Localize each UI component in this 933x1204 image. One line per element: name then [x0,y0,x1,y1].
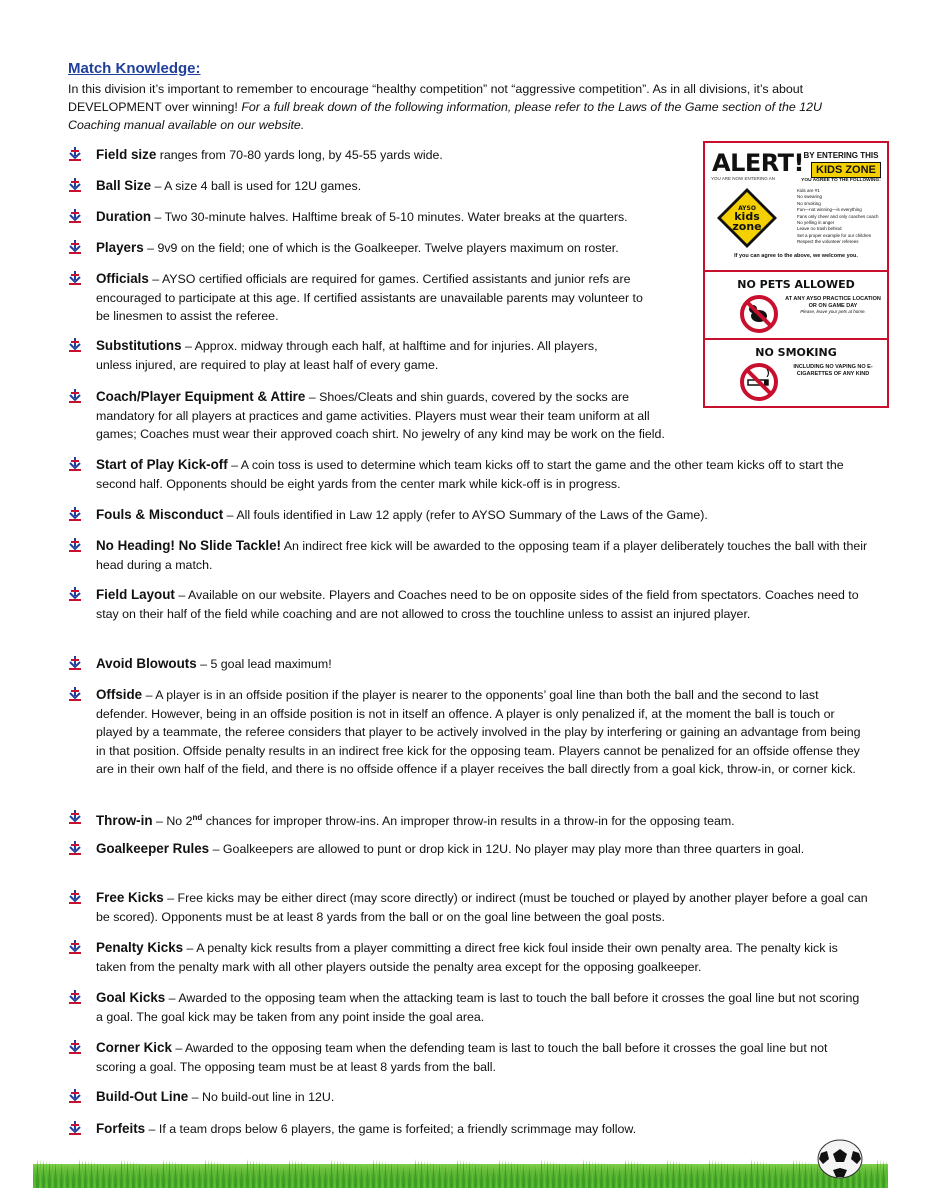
rule-separator: – [145,1122,159,1136]
arrow-bullet-icon [68,209,82,223]
rule-description: Approx. midway through each half, at halftime and for injuries. All players, unless injured, are required to play at least half of every game. [96,339,598,372]
arrow-bullet-icon [68,389,82,403]
rule-text [96,686,868,779]
arrow-bullet-icon [68,240,82,254]
arrow-bullet-icon [68,940,82,954]
kids-zone-label: KIDS ZONE [811,162,881,178]
rule-superscript: nd [192,813,203,822]
alert-rule-line: Respect the volunteer referees [797,239,859,245]
rule-separator: – [181,339,195,353]
rule-term: Substitutions [96,338,182,353]
rule-description: Free kicks may be either direct (may score directly) or indirect (must be touched or played by another player before a goal can be scored). Opponents must be at least 8 yards from the ball or on the goal line between the goal posts. [96,891,868,924]
alert-rule-line: Fans only cheer and only coaches coach [797,213,879,219]
grass-border-image [33,1150,888,1188]
alert-rules-list [797,188,885,246]
arrow-bullet-icon [68,810,82,824]
rule-term: Penalty Kicks [96,940,184,955]
no-pets-note-text: AT ANY AYSO PRACTICE LOCATION OR ON GAME DAY [785,296,881,309]
kids-zone-alert-sign [703,141,889,408]
rule-description: Two 30-minute halves. Halftime break of 5-10 minutes. Water breaks at the quarters. [164,210,628,224]
rule-term: Avoid Blowouts [96,656,197,671]
diamond-kids-text: kids [734,210,760,223]
rule-text [96,586,868,623]
arrow-bullet-icon [68,507,82,521]
intro-text: In this division it’s important to remember to encourage “healthy competition” not “aggressive competition”. As in all divisions, it’s about DEVELOPMENT over winning! [68,82,804,114]
rule-description: chances for improper throw-ins. An improper throw-in results in a throw-in for the opposing team. [202,814,735,829]
rule-text [96,809,868,831]
rule-term: Goal Kicks [96,990,166,1005]
no-pets-panel [705,272,887,340]
rule-separator: – [183,941,197,955]
no-pets-icon [739,294,779,334]
rule-separator: – [152,814,167,829]
rule-text [96,989,868,1026]
no-smoking-heading: NO SMOKING [755,346,837,359]
arrow-bullet-icon [68,587,82,601]
intro-paragraph [68,80,868,134]
rule-separator: – [223,508,237,522]
rule-term: Throw-in [96,813,153,829]
rule-description: If a team drops below 6 players, the game is forfeited; a friendly scrimmage may follow. [158,1122,637,1136]
no-smoking-panel [705,340,887,406]
rule-term: No Heading! No Slide Tackle! [96,538,282,553]
arrow-bullet-icon [68,457,82,471]
arrow-bullet-icon [68,890,82,904]
rule-term: Corner Kick [96,1040,172,1055]
rule-description: A player is in an offside position if the player is nearer to the opponents’ goal line than both the ball and the second to last defender. However, being in an offside position is not in itself an offence. A player is only penalized if, at the moment the ball is touch or played by a teammate, the referee considers that player to be actively involved in the play by interfering or gaining an advantage from being in that position. Offside penalty results in an indirect free kick for the opposing team. Players cannot be penalized for an offside offense they are in their own half of the field, and there is no offside offence if a player receives the ball directly from a goal kick, throw-in, or corner kick. [96,688,861,776]
arrow-bullet-icon [68,1121,82,1135]
agree-text: YOU AGREE TO THE FOLLOWING: [801,178,881,183]
arrow-bullet-icon [68,538,82,552]
alert-panel [705,143,887,272]
rule-term: Players [96,240,144,255]
alert-rule-line: Set a proper example for our children [797,232,872,238]
kids-zone-diamond-icon [715,186,779,250]
rule-term: Offside [96,687,143,702]
page-title: Match Knowledge: [68,60,201,77]
no-pets-note [785,296,881,316]
arrow-bullet-icon [68,178,82,192]
rule-term: Duration [96,209,152,224]
rule-separator: – [148,272,162,286]
rule-term: Start of Play Kick-off [96,457,228,472]
arrow-bullet-icon [68,990,82,1004]
rule-separator: – [174,588,188,602]
soccer-ball-icon [815,1137,865,1179]
rule-text [96,939,868,976]
rule-term: Coach/Player Equipment & Attire [96,389,306,404]
rule-description: A penalty kick results from a player committing a direct free kick foul inside their own penalty area. The penalty kick is taken from the penalty mark with all other players outside the penalty area except for the opposing goalkeeper. [96,941,838,974]
arrow-bullet-icon [68,1089,82,1103]
rule-separator: – [165,991,179,1005]
rule-term: Forfeits [96,1121,146,1136]
rule-separator: – [151,210,165,224]
arrow-bullet-icon [68,656,82,670]
rule-separator: – [227,458,241,472]
rule-term: Free Kicks [96,890,164,905]
rule-separator: – [143,241,158,255]
alert-rule-line: No yelling in anger [797,220,835,226]
rule-description: A coin toss is used to determine which team kicks off to start the game and the other team kicks off to start the second half. Opponents should be eight yards from the center mark while kick-off is in progress. [96,458,844,491]
rule-term: Build-Out Line [96,1089,189,1104]
rule-text [96,270,648,326]
arrow-bullet-icon [68,338,82,352]
rule-description: All fouls identified in Law 12 apply (refer to AYSO Summary of the Laws of the Game). [236,508,708,522]
rule-separator: – [142,688,156,702]
arrow-bullet-icon [68,841,82,855]
rule-text [96,655,868,674]
rule-description: Goalkeepers are allowed to punt or drop kick in 12U. No player may play more than three quarters in goal. [222,842,805,856]
rule-description: 5 goal lead maximum! [210,657,332,671]
rule-term: Officials [96,271,149,286]
rule-description: No 2 [166,814,193,829]
rule-description: No build-out line in 12U. [202,1090,335,1104]
arrow-bullet-icon [68,687,82,701]
arrow-bullet-icon [68,271,82,285]
now-entering-text: YOU ARE NOW ENTERING AN [711,176,776,181]
alert-rule-line: No smoking [797,200,821,206]
rule-term: Ball Size [96,178,152,193]
rule-separator: – [196,657,211,671]
diamond-zone-text: zone [732,220,762,233]
rule-separator: – [151,179,165,193]
rule-description: 9v9 on the field; one of which is the Goalkeeper. Twelve players maximum on roster. [157,241,619,255]
intro-italic-text: For a full break down of the following information, please refer to the Laws of the Game section of the 12U Coaching manual available on our website. [68,100,822,132]
rule-separator: – [305,390,320,404]
rule-term: Fouls & Misconduct [96,507,224,522]
welcome-text: If you can agree to the above, we welcome you. [734,253,858,259]
rule-description: Available on our website. Players and Coaches need to be on opposite sides of the field from spectators. Coaches need to stay on their half of the field while coaching and are not allowed to cross the touchline unless to assist an injured player. [96,588,859,621]
rule-description: Awarded to the opposing team when the attacking team is last to touch the ball before it crosses the goal line but not scoring a goal. The goal kick may be taken from any point inside the goal area. [96,991,860,1024]
diamond-ayso-text: AYSO [738,205,756,212]
alert-heading: ALERT! [712,149,804,177]
no-smoking-icon [739,362,779,402]
rule-separator: – [188,1090,203,1104]
rule-description: Awarded to the opposing team when the defending team is last to touch the ball before it crosses the goal line but not scoring a goal. The opposing team must be at least 8 yards from the ball. [96,1041,828,1074]
rule-text [96,1088,868,1107]
alert-rule-line: Fun—not winning—is everything [797,207,862,213]
rule-text [96,388,688,444]
rule-text [96,840,868,859]
rule-description: A size 4 ball is used for 12U games. [164,179,362,193]
rule-text [96,456,868,493]
rule-description: Shoes/Cleats and shin guards, covered by the socks are mandatory for all players at practices and game activities. Players must wear their team uniform at all games; Coaches must wear their approved coach shirt. No jewelry of any kind may be work on the field. [96,390,665,441]
rule-separator: – [163,891,178,905]
rule-description: An indirect free kick will be awarded to the opposing team if a player deliberately touches the ball with their head during a match. [96,539,868,572]
no-pets-heading: NO PETS ALLOWED [737,278,855,291]
rule-text [96,537,868,574]
rule-description: ranges from 70-80 yards long, by 45-55 yards wide. [159,148,443,162]
rule-term: Field size [96,147,157,162]
rule-term: Field Layout [96,587,175,602]
by-entering-text: BY ENTERING THIS [803,151,879,160]
rule-text [96,1039,868,1076]
alert-rule-line: Leave no trash behind [797,226,842,232]
rule-text [96,337,628,374]
rule-term: Goalkeeper Rules [96,841,210,856]
rule-description: AYSO certified officials are required for games. Certified assistants and junior refs are encouraged to participate at this age. If certified assistants are unavailable parents may volunteer to be linesmen to assist the referee. [96,272,643,323]
alert-rule-line: Kids are #1 [797,188,820,193]
alert-rule-line: No swearing [797,194,823,200]
arrow-bullet-icon [68,147,82,161]
rule-text [96,1120,868,1139]
rule-separator: – [209,842,223,856]
no-smoking-note: INCLUDING NO VAPING NO E-CIGARETTES OF ANY KIND [793,364,873,377]
no-pets-small-text: Please, leave your pets at home. [800,309,866,315]
rule-separator: – [171,1041,185,1055]
rule-text [96,889,868,926]
rule-text [96,506,868,525]
arrow-bullet-icon [68,1040,82,1054]
